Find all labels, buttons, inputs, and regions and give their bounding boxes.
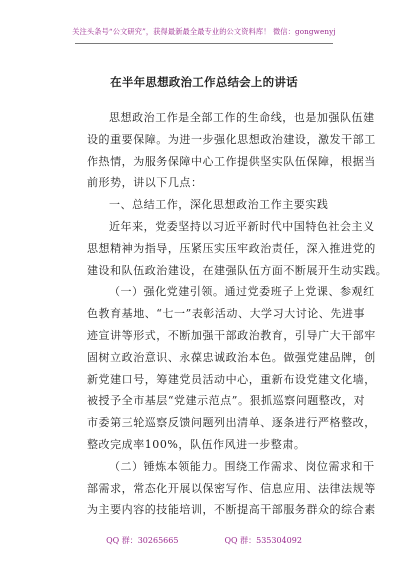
body-line: （二）锤炼本领能力。围绕工作需求、岗位需求和干	[109, 459, 375, 473]
body-line: 迹宣讲等形式，不断加强干部政治教育，引导广大干部牢	[87, 328, 376, 342]
body-line: 色教育基地、“七一”表彰活动、大学习大讨论、先进事	[87, 307, 365, 321]
body-line: 思想政治工作是全部工作的生命线，也是加强队伍建	[109, 111, 375, 124]
document-body	[87, 107, 388, 521]
header-divider	[75, 43, 333, 44]
qq-group-1: QQ 群：30265665	[106, 536, 179, 545]
body-line: （一）强化党建引领。通过党委班子上党课、参观红	[109, 285, 375, 299]
body-line: 为主要内容的技能培训，不断提高干部服务群众的综合素	[87, 503, 376, 517]
body-line: 整改完成率100%，队伍作风进一步整肃。	[87, 437, 306, 451]
body-line: 近年来，党委坚持以习近平新时代中国特色社会主义	[109, 219, 375, 233]
body-line: 新党建口号，筹建党员活动中心，重新布设党建文化墙，	[87, 372, 376, 386]
body-line: 固树立政治意识、永葆忠诚政治本色。做强党建品牌，创	[87, 350, 376, 364]
section-heading: 一、总结工作，深化思想政治工作主要实践	[109, 198, 329, 212]
body-line: 思想精神为指导，压紧压实压牢政治责任，深入推进党的	[87, 241, 376, 255]
document-title: 在半年思想政治工作总结会上的讲话	[110, 75, 298, 89]
body-line: 建设和队伍政治建设，在建强队伍方面不断展开生动实践。	[87, 263, 388, 277]
body-line: 市委第三轮巡察反馈问题列出清单、逐条进行严格整改，	[87, 416, 376, 430]
promo-banner: 关注头条号“公文研究”，获得最新最全最专业的公文资料库！ 微信：gongwenyj	[72, 27, 336, 36]
body-line: 前形势，讲以下几点：	[87, 176, 203, 190]
body-line: 设的重要保障。为进一步强化思想政治建设，激发干部工	[87, 132, 376, 146]
body-line: 被授予全市基层“党建示范点”。狠抓巡察问题整改，对	[87, 394, 365, 408]
body-line: 部需求，常态化开展以保密写作、信息应用、法律法规等	[87, 481, 376, 495]
qq-group-2: QQ 群：535304092	[224, 536, 302, 545]
body-line: 作热情，为服务保障中心工作提供坚实队伍保障，根据当	[87, 154, 376, 168]
footer-contacts	[0, 536, 408, 546]
